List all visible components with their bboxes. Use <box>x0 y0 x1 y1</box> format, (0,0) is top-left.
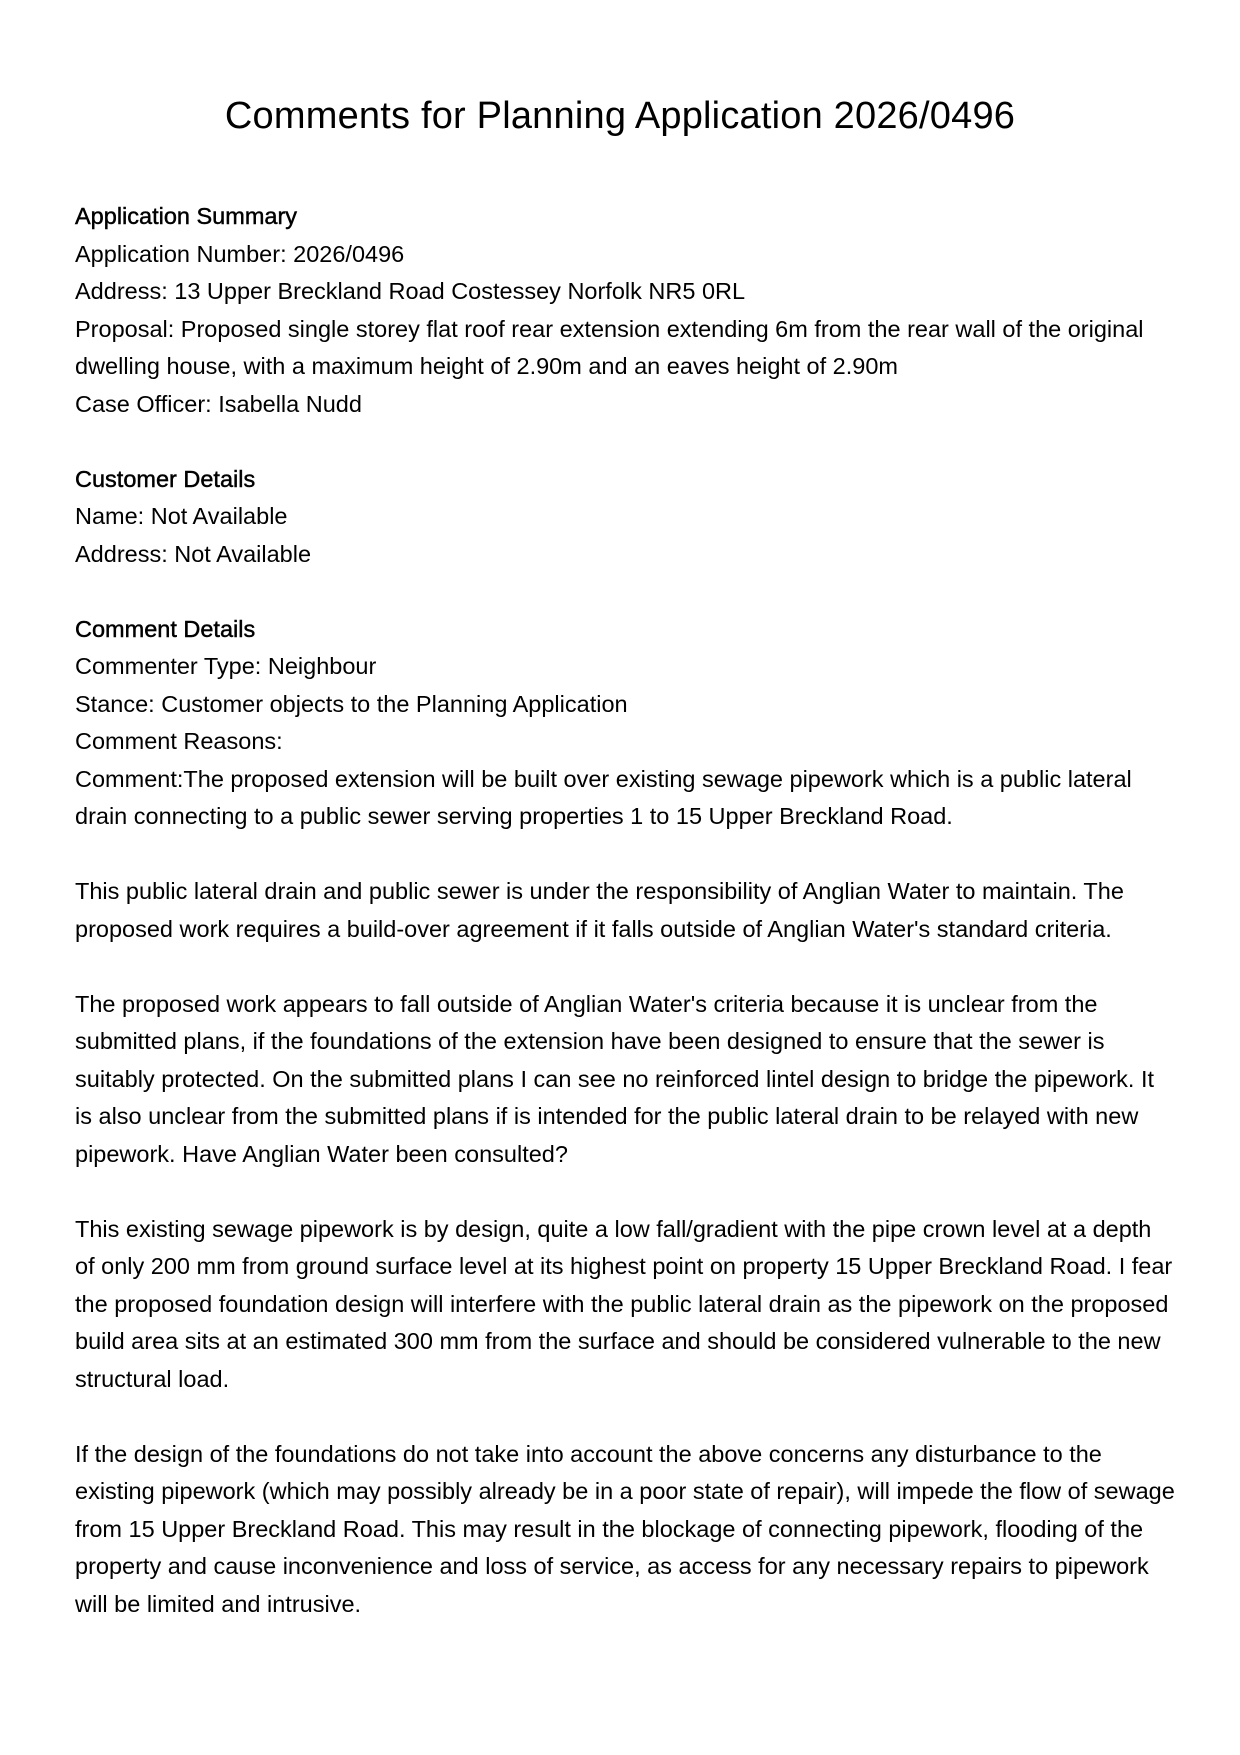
customer-details-section <box>75 461 1175 574</box>
application-summary-heading: Application Summary <box>75 203 298 229</box>
comment-paragraph: The proposed work appears to fall outside of Anglian Water's criteria because it is unclear from the submitted plans, if the foundations of the extension have been designed to ensure that the sewer is suitably protected. On the submitted plans I can see no reinforced lintel design to bridge the pipework. It is also unclear from the submitted plans if is intended for the public lateral drain to be relayed with new pipework. Have Anglian Water been consulted? <box>75 990 1155 1167</box>
customer-name: Name: Not Available <box>75 503 288 529</box>
case-officer: Case Officer: Isabella Nudd <box>75 390 362 417</box>
customer-address: Address: Not Available <box>75 540 312 567</box>
comment-details-heading: Comment Details <box>75 615 256 642</box>
page-title: Comments for Planning Application 2026/0496 <box>224 95 1016 137</box>
comment-paragraph: If the design of the foundations do not take into account the above concerns any disturbance to the existing pipework (which may possibly already be in a poor state of repair), will impede the flow of sewage from 15 Upper Breckland Road. This may result in the blockage of connecting pipework, flooding of the property and cause inconvenience and loss of service, as access for any necessary repairs to pipework will be limited and intrusive. <box>75 1440 1175 1617</box>
document-content <box>75 198 1175 1661</box>
comment-reasons: Comment Reasons: <box>75 728 283 754</box>
customer-details-heading: Customer Details <box>75 465 256 492</box>
comment-paragraph: Comment:The proposed extension will be built over existing sewage pipework which is a public lateral drain connecting to a public sewer serving properties 1 to 15 Upper Breckland Road. <box>75 765 1132 829</box>
comment-details-section <box>75 611 1175 1624</box>
comment-paragraph: This public lateral drain and public sewer is under the responsibility of Anglian Water to maintain. The proposed work requires a build-over agreement if it falls outside of Anglian Water's standard criteria. <box>75 878 1124 942</box>
comment-paragraph: This existing sewage pipework is by design, quite a low fall/gradient with the pipe crown level at a depth of only 200 mm from ground surface level at its highest point on property 15 Upper Breckland Road. I fear the proposed foundation design will interfere with the public lateral drain as the pipework on the proposed build area sits at an estimated 300 mm from the surface and should be considered vulnerable to the new structural load. <box>75 1215 1173 1392</box>
commenter-type: Commenter Type: Neighbour <box>75 653 377 679</box>
application-summary-section <box>75 198 1175 423</box>
application-address: Address: 13 Upper Breckland Road Costessey Norfolk NR5 0RL <box>75 278 746 304</box>
application-proposal: Proposal: Proposed single storey flat roof rear extension extending 6m from the rear wall of the original dwelling house, with a maximum height of 2.90m and an eaves height of 2.90m <box>75 315 1144 379</box>
application-number: Application Number: 2026/0496 <box>75 240 405 267</box>
stance: Stance: Customer objects to the Planning Application <box>75 690 628 717</box>
